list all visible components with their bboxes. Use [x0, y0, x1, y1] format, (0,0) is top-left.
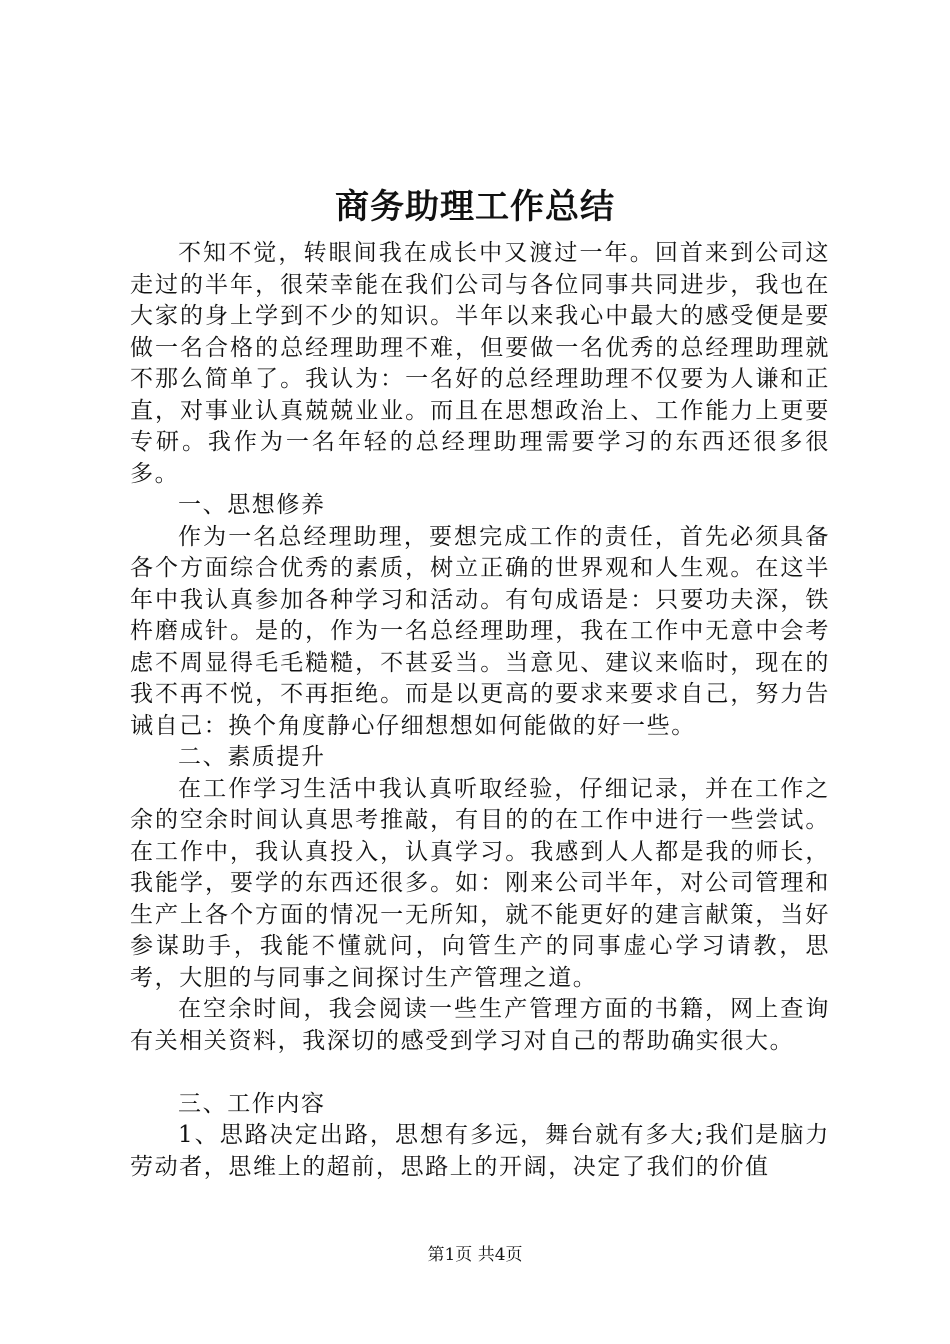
section-heading-quality: 二、素质提升: [178, 744, 326, 770]
paragraph-ideology: 作为一名总经理助理，要想完成工作的责任，首先必须具备各个方面综合优秀的素质，树立正确的世界观和人生观。在这半年中我认真参加各种学习和活动。有句成语是：只要功夫深，铁杵磨成针。是的，作为一名总经理助理，我在工作中无意中会考虑不周显得毛毛糙糙，不甚妥当。当意见、建议来临时，现在的我不再不悦，不再拒绝。而是以更高的要求来要求自己，努力告诫自己：换个角度静心仔细想想如何能做的好一些。: [130, 523, 830, 739]
document-body: [130, 238, 830, 1183]
document-title: 商务助理工作总结: [335, 187, 615, 227]
paragraph-spacer: [130, 1057, 830, 1089]
paragraph-work-1: 1、思路决定出路，思想有多远，舞台就有多大;我们是脑力劳动者，思维上的超前，思路上的开阔，决定了我们的价值: [130, 1122, 830, 1180]
paragraph-quality: 在工作学习生活中我认真听取经验，仔细记录，并在工作之余的空余时间认真思考推敲，有目的的在工作中进行一些尝试。在工作中，我认真投入，认真学习。我感到人人都是我的师长，我能学，要学的东西还很多。如：刚来公司半年，对公司管理和生产上各个方面的情况一无所知，就不能更好的建言献策，当好参谋助手，我能不懂就问，向管生产的同事虚心学习请教，思考，大胆的与同事之间探讨生产管理之道。: [130, 775, 830, 991]
page-number-footer: 第1页 共4页: [427, 1245, 523, 1265]
section-heading-ideology: 一、思想修养: [178, 492, 326, 518]
paragraph-intro: 不知不觉，转眼间我在成长中又渡过一年。回首来到公司这走过的半年，很荣幸能在我们公司与各位同事共同进步，我也在大家的身上学到不少的知识。半年以来我心中最大的感受便是要做一名合格的总经理助理不难，但要做一名优秀的总经理助理就不那么简单了。我认为：一名好的总经理助理不仅要为人谦和正直，对事业认真兢兢业业。而且在思想政治上、工作能力上更要专研。我作为一名年轻的总经理助理需要学习的东西还很多很多。: [130, 240, 830, 487]
section-heading-work: 三、工作内容: [178, 1090, 326, 1117]
paragraph-spare-time: 在空余时间，我会阅读一些生产管理方面的书籍，网上查询有关相关资料，我深切的感受到学习对自己的帮助确实很大。: [130, 996, 830, 1054]
